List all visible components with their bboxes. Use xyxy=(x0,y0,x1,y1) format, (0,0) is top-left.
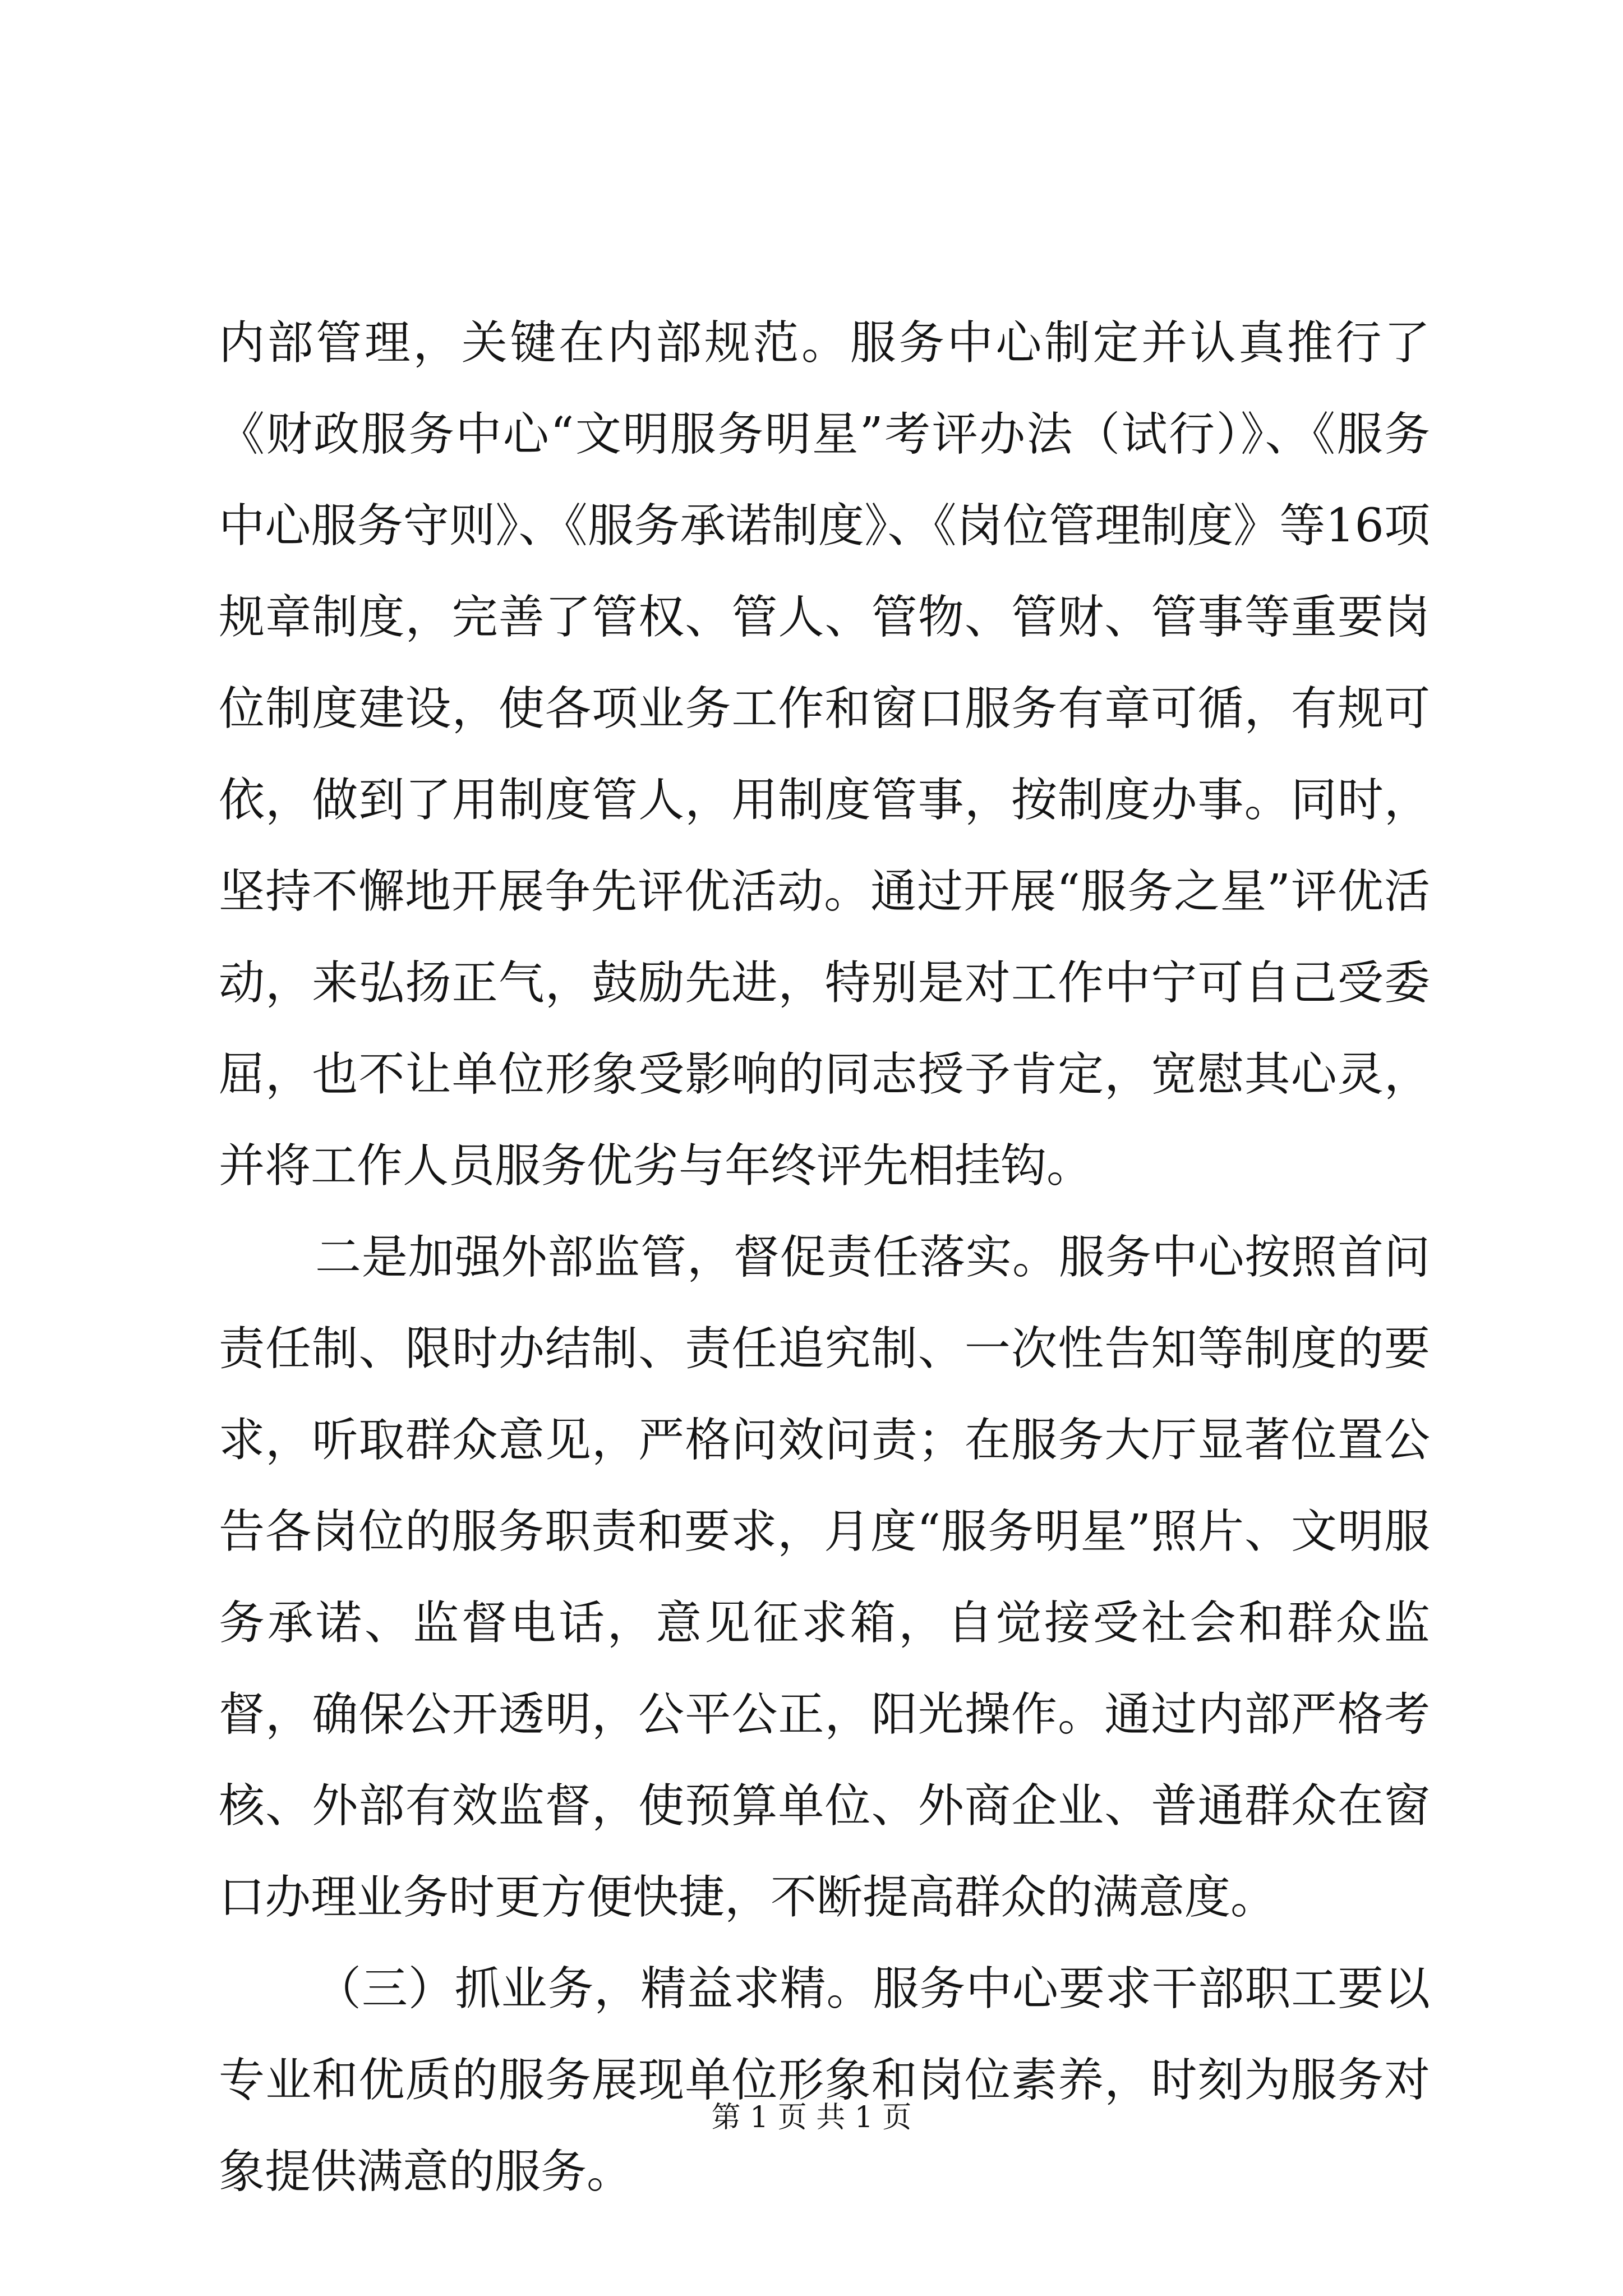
paragraph-external-supervision: 二是加强外部监管，督促责任落实。服务中心按照首问责任制、限时办结制、责任追究制、一次性告知等制度的要求，听取群众意见，严格问效问责；在服务大厅显著位置公告各岗位的服务职责和要求，月度“服务明星”照片、文明服务承诺、监督电话，意见征求箱，自觉接受社会和群众监督，确保公开透明，公平公正，阳光操作。通过内部严格考核、外部有效监督，使预算单位、外商企业、普通群众在窗口办理业务时更方便快捷，不断提高群众的满意度。 xyxy=(219,1231,1430,1924)
paragraph-business-excellence: （三）抓业务，精益求精。服务中心要求干部职工要以专业和优质的服务展现单位形象和岗位素养，时刻为服务对象提供满意的服务。 xyxy=(219,1962,1430,2198)
paragraph-internal-management: 内部管理，关键在内部规范。服务中心制定并认真推行了《财政服务中心“文明服务明星”考评办法（试行）》、《服务中心服务守则》、《服务承诺制度》、《岗位管理制度》等16项规章制度，完善了管权、管人、管物、管财、管事等重要岗位制度建设，使各项业务工作和窗口服务有章可循，有规可依，做到了用制度管人，用制度管事，按制度办事。同时，坚持不懈地开展争先评优活动。通过开展“服务之星”评优活动，来弘扬正气，鼓励先进，特别是对工作中宁可自己受委屈，也不让单位形象受影响的同志授予肯定，宽慰其心灵，并将工作人员服务优劣与年终评先相挂钩。 xyxy=(219,316,1430,1193)
page-number-footer: 第 1 页 共 1 页 xyxy=(711,2101,912,2134)
document-body xyxy=(219,297,1430,2217)
